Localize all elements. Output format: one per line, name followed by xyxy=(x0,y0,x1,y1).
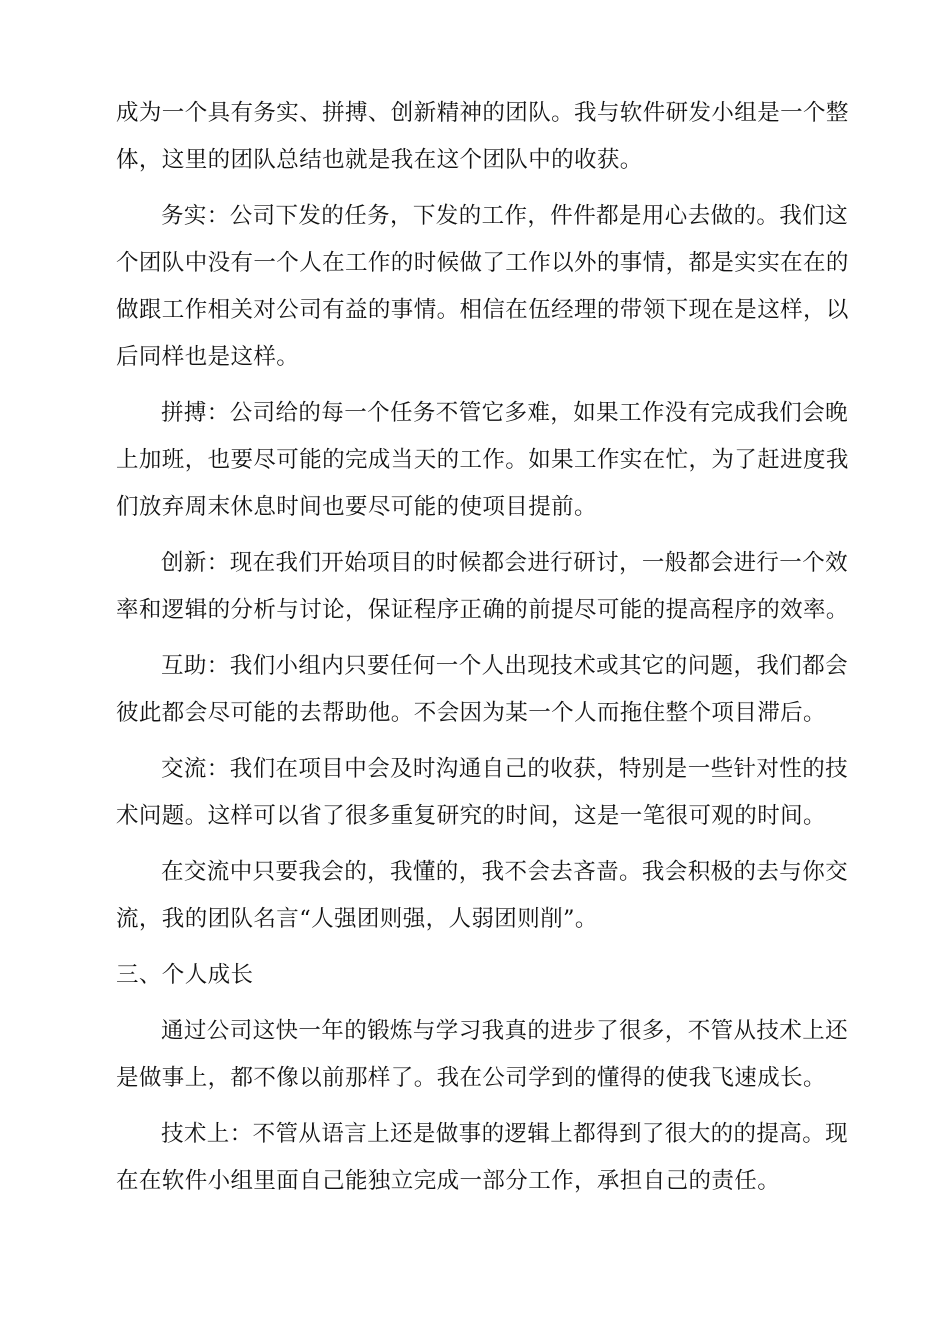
text-line: 技术上：不管从语言上还是做事的逻辑上都得到了很大的的提高。现 xyxy=(161,1121,849,1147)
text-line: 在交流中只要我会的，我懂的，我不会去吝啬。我会积极的去与你交 xyxy=(161,859,849,885)
text-line: 彼此都会尽可能的去帮助他。不会因为某一个人而拖住整个项目滞后。 xyxy=(116,700,826,726)
text-line: 流，我的团队名言“人强团则强，人弱团则削”。 xyxy=(116,906,598,932)
text-line: 是做事上，都不像以前那样了。我在公司学到的懂得的使我飞速成长。 xyxy=(116,1065,826,1091)
text-line: 通过公司这快一年的锻炼与学习我真的进步了很多，不管从技术上还 xyxy=(161,1018,849,1044)
text-line: 在在软件小组里面自己能独立完成一部分工作，承担自己的责任。 xyxy=(116,1168,781,1194)
paragraph xyxy=(116,90,849,184)
text-line: 交流：我们在项目中会及时沟通自己的收获，特别是一些针对性的技 xyxy=(161,756,849,782)
paragraph xyxy=(116,1008,849,1102)
paragraph xyxy=(116,1111,849,1205)
text-line: 后同样也是这样。 xyxy=(116,344,300,370)
body-paragraphs xyxy=(116,90,849,943)
text-line: 拼搏：公司给的每一个任务不管它多难，如果工作没有完成我们会晚 xyxy=(161,400,849,426)
paragraph xyxy=(116,849,849,943)
text-line: 们放弃周末休息时间也要尽可能的使项目提前。 xyxy=(116,494,597,520)
paragraph xyxy=(116,540,849,634)
text-line: 术问题。这样可以省了很多重复研究的时间，这是一笔很可观的时间。 xyxy=(116,803,826,829)
text-line: 个团队中没有一个人在工作的时候做了工作以外的事情，都是实实在在的 xyxy=(116,250,849,276)
paragraph xyxy=(116,746,849,840)
paragraph xyxy=(116,193,849,381)
body-paragraphs-after xyxy=(116,1008,849,1205)
paragraph xyxy=(116,643,849,737)
document-page xyxy=(116,90,849,1214)
text-line: 体，这里的团队总结也就是我在这个团队中的收获。 xyxy=(116,147,643,173)
text-line: 做跟工作相关对公司有益的事情。相信在伍经理的带领下现在是这样，以 xyxy=(116,297,849,323)
text-line: 务实：公司下发的任务，下发的工作，件件都是用心去做的。我们这 xyxy=(161,203,849,229)
text-line: 创新：现在我们开始项目的时候都会进行研讨，一般都会进行一个效 xyxy=(161,550,849,576)
text-line: 互助：我们小组内只要任何一个人出现技术或其它的问题，我们都会 xyxy=(161,653,849,679)
text-line: 上加班，也要尽可能的完成当天的工作。如果工作实在忙，为了赶进度我 xyxy=(116,447,849,473)
text-line: 率和逻辑的分析与讨论，保证程序正确的前提尽可能的提高程序的效率。 xyxy=(116,597,849,623)
section-heading: 三、个人成长 xyxy=(116,962,254,988)
paragraph xyxy=(116,390,849,531)
text-line: 成为一个具有务实、拼搏、创新精神的团队。我与软件研发小组是一个整 xyxy=(116,100,849,126)
